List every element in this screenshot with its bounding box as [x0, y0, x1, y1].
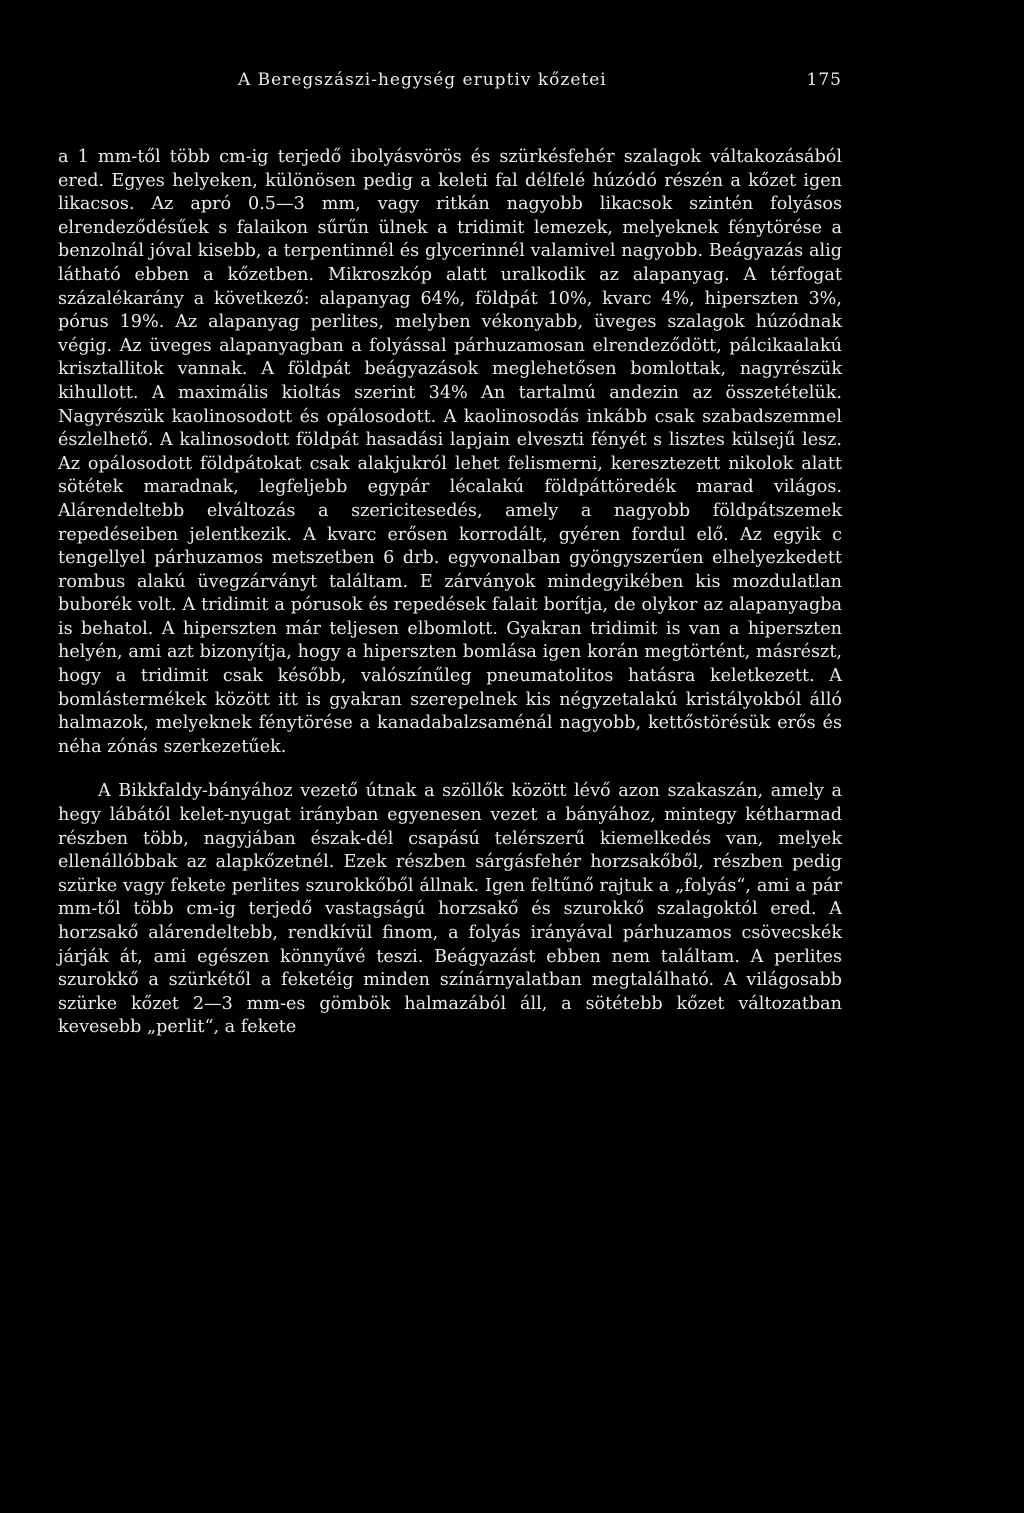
- running-header: [58, 70, 842, 104]
- paragraph-bikkfaldy-quarry: A Bikkfaldy-bányához vezető útnak a szöllők között lévő azon szakaszán, amely a hegy lábától kelet-nyugat irányban egyenesen vezet a bányához, mintegy kétharmad részben több, nagyjában észak-dél csapású telérszerű kiemelkedés van, melyek ellenállóbbak az alapkőzetnél. Ezek részben sárgásfehér horzsakőből, részben pedig szürke vagy fekete perlites szurokkőből állnak. Igen feltűnő rajtuk a „folyás“, ami a pár mm-től több cm-ig terjedő vastagságú horzsakő és szurokkő szalagoktól ered. A horzsakő alárendeltebb, rendkívül finom, a folyás irányával párhuzamos csövecskék járják át, ami egészen könnyűvé teszi. Beágyazást ebben nem találtam. A perlites szurokkő a szürkétől a feketéig minden színárnyalatban megtalálható. A világosabb szürke kőzet 2—3 mm-es gömbök halmazából áll, a sötétebb kőzet változatban kevesebb „perlit“, a fekete: [58, 781, 842, 1038]
- paragraph-continued: a 1 mm-től több cm-ig terjedő ibolyásvörös és szürkésfehér szalagok váltakozásából ered. Egyes helyeken, különösen pedig a keleti fal délfelé húzódó részén a kőzet igen likacsos. Az apró 0.5—3 mm, vagy ritkán nagyobb likacsok szintén folyásos elrendeződésűek s falaikon sűrűn ülnek a tridimit lemezek, melyeknek fénytörése a benzolnál jóval kisebb, a terpentinnél és glycerinnél valamivel nagyobb. Beágyazás alig látható ebben a kőzetben. Mikroszkóp alatt uralkodik az alapanyag. A térfogat százalékarány a következő: alapanyag 64%, földpát 10%, kvarc 4%, hiperszten 3%, pórus 19%. Az alapanyag perlites, melyben vékonyabb, üveges szalagok húzódnak végig. Az üveges alapanyagban a folyással párhuzamosan elrendeződött, pálcikaalakú krisztallitok vannak. A földpát beágyazások meglehetősen bomlottak, nagyrészük kihullott. A maximális kioltás szerint 34% An tartalmú andezin az összetételük. Nagyrészük kaolinosodott és opálosodott. A kaolinosodás inkább csak szabadszemmel észlelhető. A kalinosodott földpát hasadási lapjain elveszti fényét s lisztes külsejű lesz. Az opálosodott földpátokat csak alakjukról lehet felismerni, keresztezett nikolok alatt sötétek maradnak, legfeljebb egypár lécalakú földpáttöredék marad világos. Alárendeltebb elváltozás a szericitesedés, amely a nagyobb földpátszemek repedéseiben jelentkezik. A kvarc erősen korrodált, gyéren fordul elő. Az egyik c tengellyel párhuzamos metszetben 6 drb. egyvonalban gyöngyszerűen elhelyezkedett rombus alakú üvegzárványt találtam. E zárványok mindegyikében kis mozdulatlan buborék volt. A tridimit a pórusok és repedések falait borítja, de olykor az alapanyagba is behatol. A hiperszten már teljesen elbomlott. Gyakran tridimit is van a hiperszten helyén, ami azt bizonyítja, hogy a hiperszten bomlása igen korán megtörtént, másrészt, hogy a tridimit csak később, valószínűleg pneumatolitos hatásra keletkezett. A bomlástermékek között itt is gyakran szerepelnek kis négyzetalakú kristályokból álló halmazok, melyeknek fénytörése a kanadabalzsaménál nagyobb, kettőstörésük erős és néha zónás szerkezetűek.: [58, 147, 842, 757]
- document-page: [58, 70, 842, 1040]
- running-title: A Beregszászi-hegység eruptiv kőzetei: [238, 70, 607, 90]
- body-text: [58, 146, 842, 1040]
- page-number: 175: [806, 70, 842, 90]
